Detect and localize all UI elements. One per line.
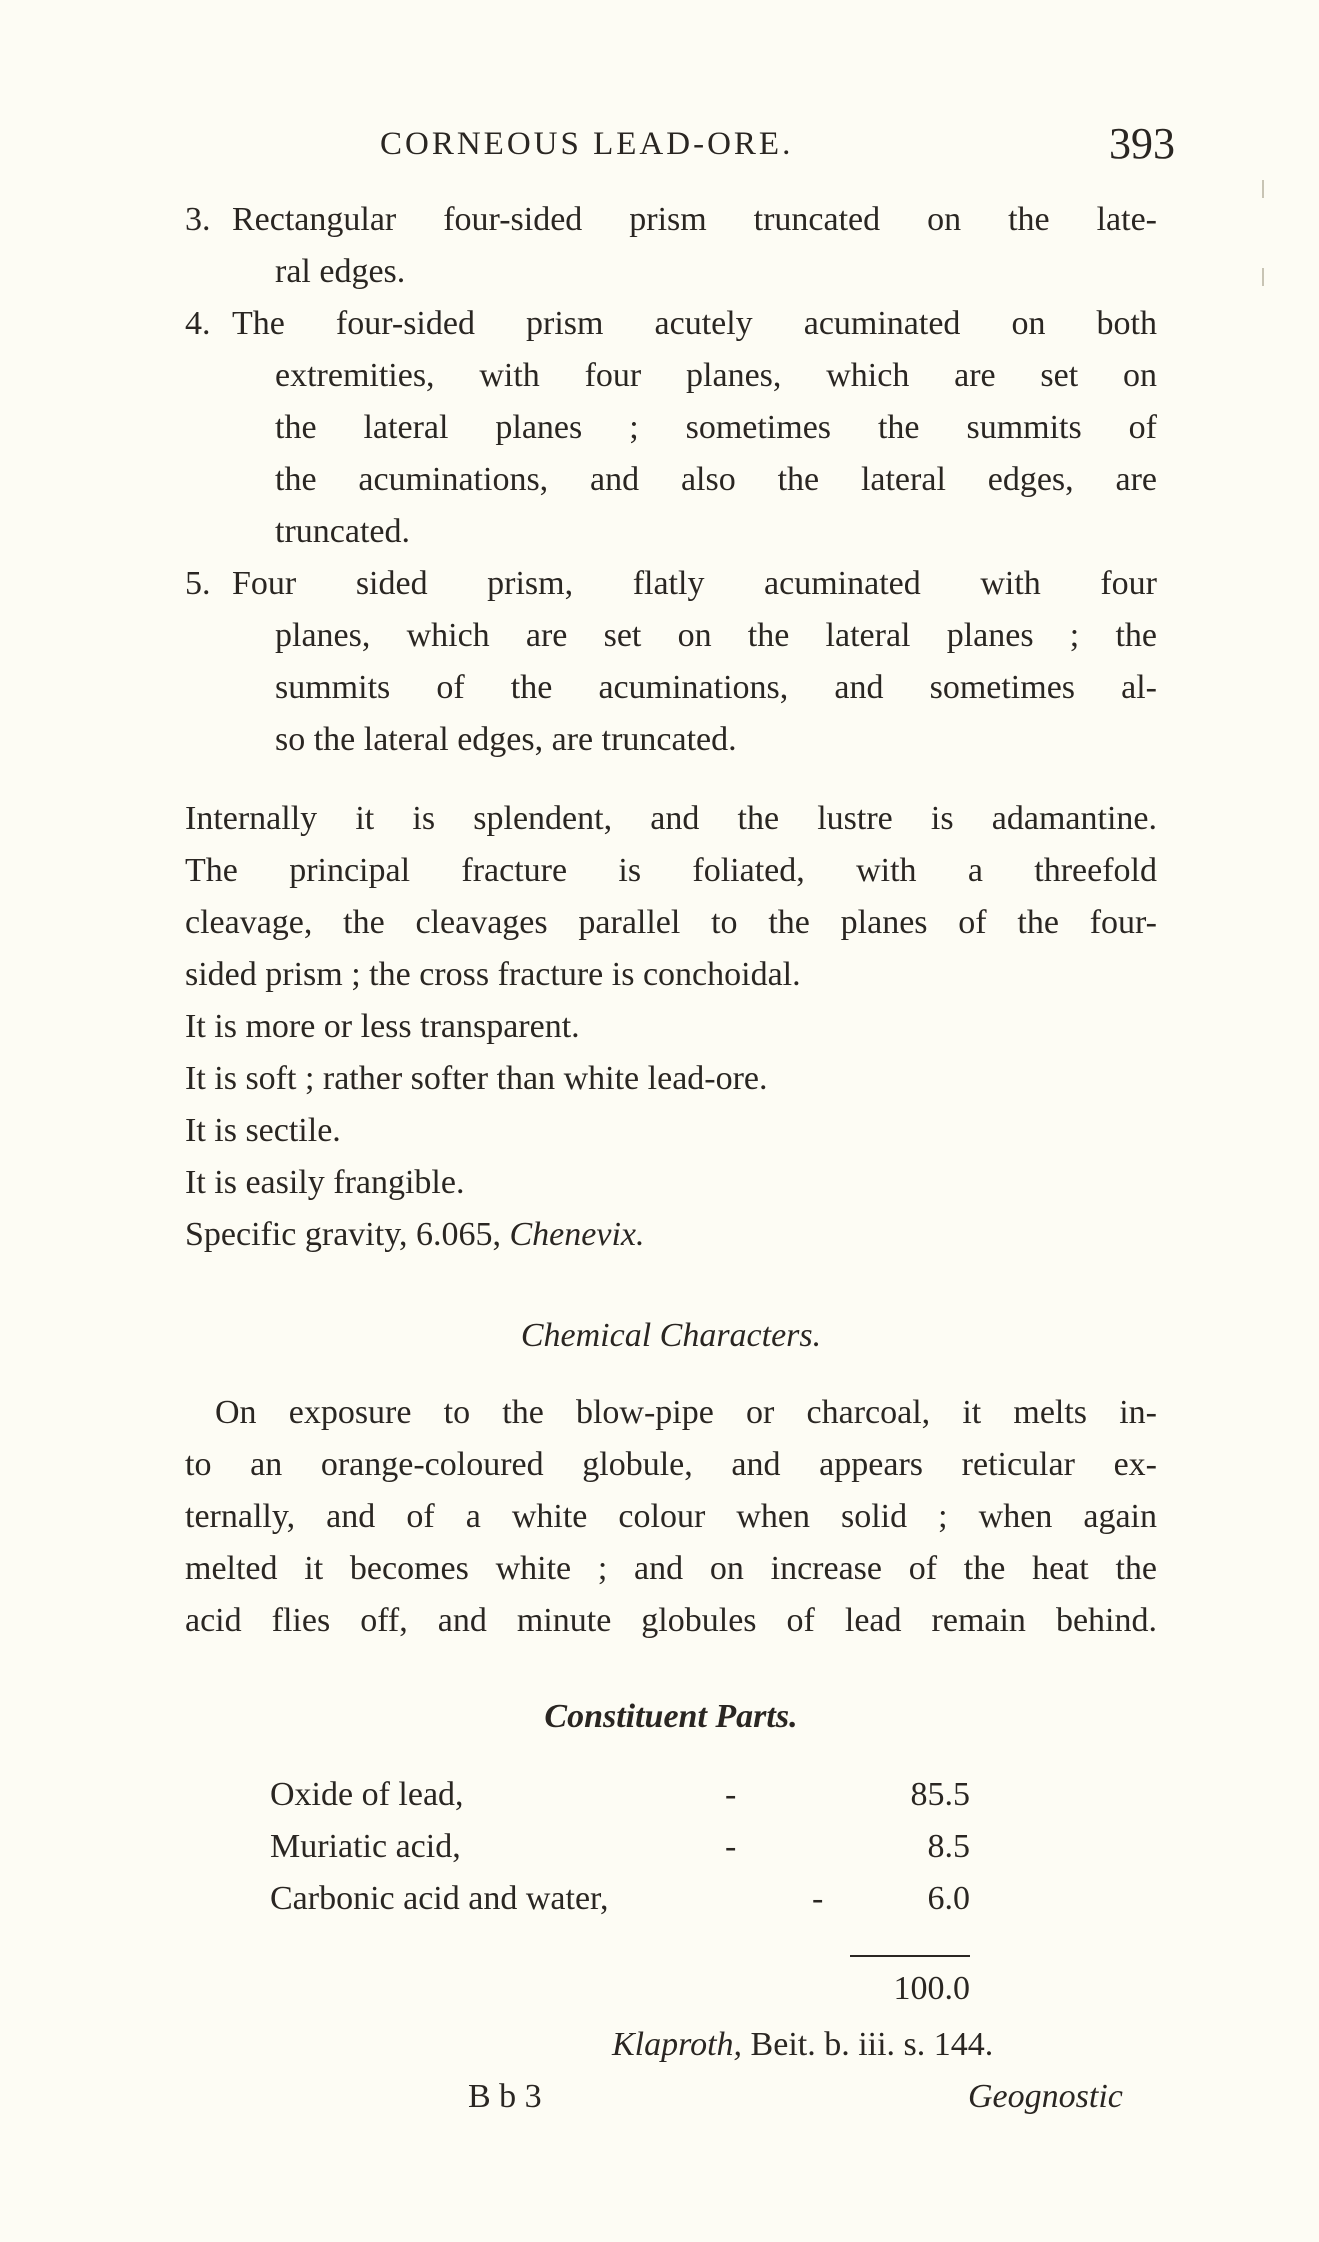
form-line: truncated. bbox=[275, 513, 410, 550]
leader-dash: - bbox=[812, 1880, 824, 1917]
source-author: Klaproth, bbox=[612, 2026, 743, 2063]
property-line: Internally it is splendent, and the lustre is adamantine. bbox=[185, 800, 1157, 837]
chemical-heading: Chemical Characters. bbox=[520, 1317, 822, 1354]
constituent-value: 6.0 bbox=[927, 1880, 970, 1917]
form-line: The four-sided prism acutely acuminated on both bbox=[232, 305, 1157, 342]
source-reference: Beit. b. iii. s. 144. bbox=[750, 2026, 994, 2063]
running-head bbox=[380, 118, 1175, 168]
specific-gravity-text: Specific gravity, 6.065, bbox=[185, 1216, 501, 1253]
chemical-line: melted it becomes white ; and on increase of the heat the bbox=[185, 1550, 1157, 1587]
property-line: It is easily frangible. bbox=[185, 1164, 465, 1201]
constituent-value: 85.5 bbox=[910, 1776, 970, 1813]
constituent-value: 8.5 bbox=[927, 1828, 970, 1865]
chemical-line: to an orange-coloured globule, and appears reticular ex- bbox=[185, 1446, 1157, 1483]
leader-dash: - bbox=[725, 1828, 737, 1865]
form-line: Rectangular four-sided prism truncated on the late- bbox=[232, 201, 1157, 238]
chemical-line: ternally, and of a white colour when solid ; when again bbox=[185, 1498, 1157, 1535]
signature-mark: B b 3 bbox=[468, 2078, 542, 2115]
form-line: extremities, with four planes, which are set on bbox=[275, 357, 1157, 394]
property-line: The principal fracture is foliated, with a threefold bbox=[185, 852, 1157, 889]
form-line: ral edges. bbox=[275, 253, 406, 290]
form-line: the lateral planes ; sometimes the summits of bbox=[275, 409, 1157, 446]
source-citation bbox=[612, 2025, 993, 2065]
property-line: cleavage, the cleavages parallel to the planes of the four- bbox=[185, 904, 1157, 941]
page-number: 393 bbox=[1109, 119, 1175, 168]
specific-gravity bbox=[185, 1215, 645, 1255]
form-number: 5. bbox=[185, 565, 211, 602]
margin-mark bbox=[1262, 268, 1264, 286]
sum-rule bbox=[850, 1955, 970, 1957]
leader-dash: - bbox=[725, 1776, 737, 1813]
chemical-line: On exposure to the blow-pipe or charcoal, it melts in- bbox=[215, 1394, 1157, 1431]
form-line: Four sided prism, flatly acuminated with four bbox=[232, 565, 1157, 602]
property-line: It is more or less transparent. bbox=[185, 1008, 580, 1045]
constituent-label: Muriatic acid, bbox=[270, 1828, 461, 1865]
property-line: It is sectile. bbox=[185, 1112, 341, 1149]
catchword: Geognostic bbox=[968, 2078, 1123, 2115]
chemical-line: acid flies off, and minute globules of lead remain behind. bbox=[185, 1602, 1157, 1639]
form-number: 3. bbox=[185, 201, 211, 238]
constituent-label: Oxide of lead, bbox=[270, 1776, 464, 1813]
constituent-label: Carbonic acid and water, bbox=[270, 1880, 609, 1917]
property-line: It is soft ; rather softer than white lead-ore. bbox=[185, 1060, 768, 1097]
form-line: the acuminations, and also the lateral edges, are bbox=[275, 461, 1157, 498]
form-number: 4. bbox=[185, 305, 211, 342]
margin-mark bbox=[1262, 180, 1264, 198]
form-line: so the lateral edges, are truncated. bbox=[275, 721, 737, 758]
form-line: summits of the acuminations, and sometimes al- bbox=[275, 669, 1157, 706]
form-line: planes, which are set on the lateral planes ; the bbox=[275, 617, 1157, 654]
running-title: CORNEOUS LEAD-ORE. bbox=[380, 126, 794, 162]
constituent-total: 100.0 bbox=[893, 1970, 970, 2007]
constituents-heading: Constituent Parts. bbox=[544, 1698, 798, 1735]
specific-gravity-author: Chenevix. bbox=[509, 1216, 645, 1253]
property-line: sided prism ; the cross fracture is conchoidal. bbox=[185, 956, 801, 993]
